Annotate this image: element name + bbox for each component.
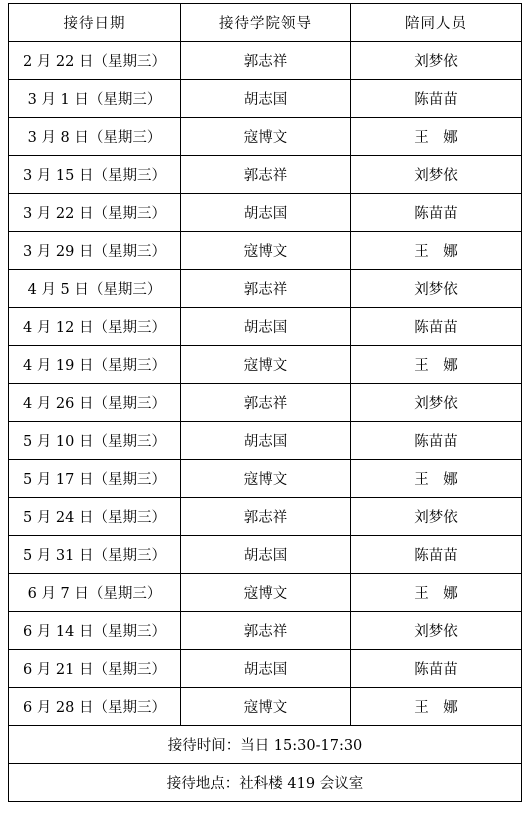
leader-cell: 胡志国 [181,536,351,574]
table-row [9,688,522,726]
footer-location-row [9,764,522,802]
leader-cell: 寇博文 [181,460,351,498]
header-leader: 接待学院领导 [181,4,351,42]
leader-cell: 郭志祥 [181,612,351,650]
table-row [9,42,522,80]
table-row [9,422,522,460]
companion-cell: 陈苗苗 [351,80,522,118]
date-cell: 3 月 22 日（星期三） [9,194,181,232]
leader-cell: 胡志国 [181,422,351,460]
leader-cell: 寇博文 [181,346,351,384]
companion-cell: 陈苗苗 [351,536,522,574]
companion-cell: 王 娜 [351,688,522,726]
table-row [9,346,522,384]
table-row [9,574,522,612]
companion-cell: 陈苗苗 [351,650,522,688]
leader-cell: 寇博文 [181,232,351,270]
date-cell: 5 月 17 日（星期三） [9,460,181,498]
table-row [9,118,522,156]
table-row [9,156,522,194]
date-cell: 3 月 29 日（星期三） [9,232,181,270]
leader-cell: 郭志祥 [181,498,351,536]
table-row [9,384,522,422]
table-row [9,80,522,118]
companion-cell: 陈苗苗 [351,194,522,232]
table-row [9,308,522,346]
companion-cell: 王 娜 [351,460,522,498]
companion-cell: 刘梦依 [351,612,522,650]
table-row [9,612,522,650]
companion-cell: 王 娜 [351,118,522,156]
table-row [9,270,522,308]
date-cell: 4 月 5 日（星期三） [9,270,181,308]
header-companion: 陪同人员 [351,4,522,42]
leader-cell: 寇博文 [181,574,351,612]
leader-cell: 郭志祥 [181,270,351,308]
table-row [9,232,522,270]
reception-time: 接待时间：当日 15:30-17:30 [9,726,522,764]
leader-cell: 郭志祥 [181,156,351,194]
table-row [9,536,522,574]
footer-time-row [9,726,522,764]
leader-cell: 寇博文 [181,688,351,726]
date-cell: 6 月 7 日（星期三） [9,574,181,612]
leader-cell: 胡志国 [181,308,351,346]
companion-cell: 王 娜 [351,232,522,270]
reception-schedule-table [8,3,522,802]
date-cell: 2 月 22 日（星期三） [9,42,181,80]
companion-cell: 刘梦依 [351,270,522,308]
date-cell: 6 月 21 日（星期三） [9,650,181,688]
date-cell: 5 月 24 日（星期三） [9,498,181,536]
date-cell: 6 月 28 日（星期三） [9,688,181,726]
companion-cell: 刘梦依 [351,42,522,80]
leader-cell: 胡志国 [181,650,351,688]
leader-cell: 郭志祥 [181,384,351,422]
schedule-body [9,42,522,726]
date-cell: 4 月 19 日（星期三） [9,346,181,384]
companion-cell: 王 娜 [351,346,522,384]
date-cell: 3 月 8 日（星期三） [9,118,181,156]
date-cell: 4 月 12 日（星期三） [9,308,181,346]
table-row [9,194,522,232]
header-date: 接待日期 [9,4,181,42]
header-row [9,4,522,42]
companion-cell: 刘梦依 [351,156,522,194]
companion-cell: 刘梦依 [351,384,522,422]
date-cell: 3 月 15 日（星期三） [9,156,181,194]
leader-cell: 寇博文 [181,118,351,156]
companion-cell: 陈苗苗 [351,308,522,346]
reception-location: 接待地点：社科楼 419 会议室 [9,764,522,802]
table-row [9,498,522,536]
date-cell: 5 月 31 日（星期三） [9,536,181,574]
leader-cell: 郭志祥 [181,42,351,80]
companion-cell: 王 娜 [351,574,522,612]
date-cell: 6 月 14 日（星期三） [9,612,181,650]
companion-cell: 陈苗苗 [351,422,522,460]
leader-cell: 胡志国 [181,80,351,118]
date-cell: 3 月 1 日（星期三） [9,80,181,118]
table-row [9,650,522,688]
table-row [9,460,522,498]
leader-cell: 胡志国 [181,194,351,232]
date-cell: 5 月 10 日（星期三） [9,422,181,460]
companion-cell: 刘梦依 [351,498,522,536]
date-cell: 4 月 26 日（星期三） [9,384,181,422]
